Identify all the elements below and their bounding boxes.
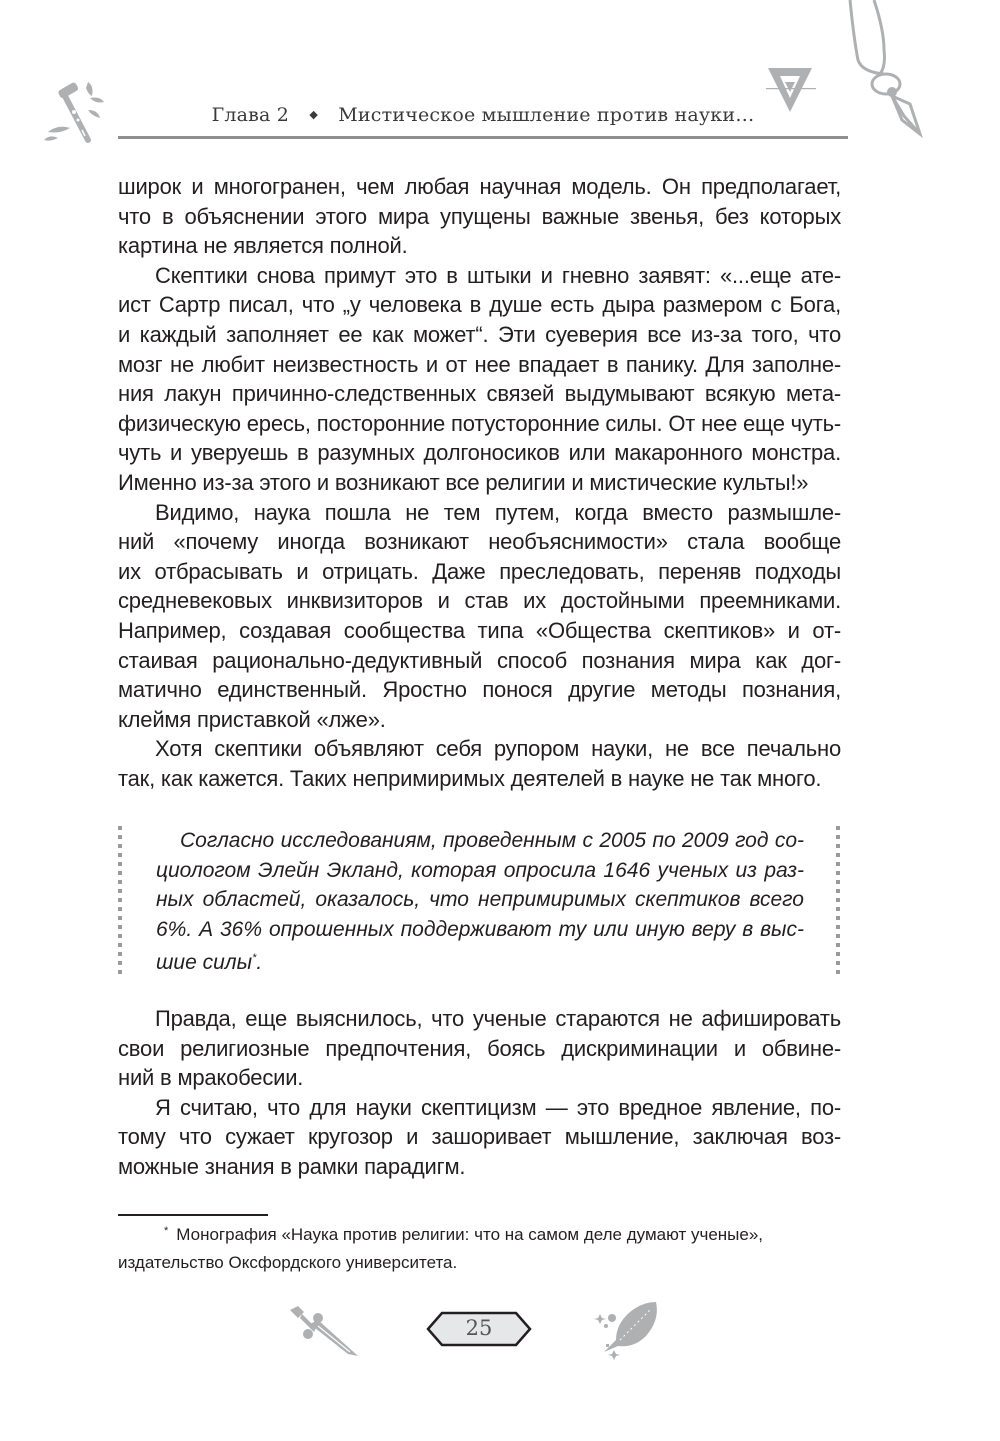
footnote-line: издательство Оксфордского университета.	[118, 1253, 458, 1272]
paragraph	[118, 498, 841, 735]
crystal-pendant-icon	[840, 0, 950, 140]
text-line: Я считаю, что для науки скептицизм — это вредное явление, по-	[155, 1094, 841, 1120]
text-line: ист Сартр писал, что „у человека в душе есть дыра размером с Бога,	[118, 292, 841, 318]
text-line: их отбрасывать и отрицать. Даже преследовать, переняв подходы	[118, 558, 841, 584]
text-line: свои религиозные предпочтения, боясь дискриминации и обвине-	[118, 1035, 841, 1061]
text-line: и каждый заполняет ее как может“. Эти суеверия все из-за того, что	[118, 321, 841, 347]
footnote-reference[interactable]: *	[252, 952, 257, 964]
paragraph	[118, 1004, 841, 1093]
text-line: тому что сужает кругозор и зашоривает мышление, заключая воз-	[118, 1124, 841, 1150]
dagger-icon	[288, 1304, 360, 1360]
running-header	[118, 104, 848, 126]
footnote-line	[118, 1222, 840, 1250]
footnote-mark: *	[164, 1225, 169, 1237]
feather-quill-icon	[594, 1300, 660, 1362]
quote-end-punct: .	[256, 951, 263, 974]
text-line: матично единственный. Яростно понося другие методы познания,	[118, 677, 841, 703]
quote-line: циологом Элейн Экланд, которая опросила 1646 ученых из раз-	[156, 858, 804, 882]
quote-border-right	[836, 826, 840, 974]
footnote-rule	[118, 1214, 268, 1216]
text-line: ния лакун причинно-следственных связей выдумывают всякую мета-	[118, 381, 841, 407]
quote-last-text: шие силы	[156, 951, 253, 974]
text-line: можные знания в рамки парадигм.	[118, 1153, 466, 1179]
text-line: ний «почему иногда возникают необъяснимости» стала вообще	[118, 529, 841, 555]
quote-border-left	[118, 826, 122, 974]
text-line: Хотя скептики объявляют себя рупором науки, не все печально	[155, 736, 841, 762]
chapter-title: Мистическое мышление против науки…	[338, 104, 755, 126]
text-line: ний в мракобесии.	[118, 1065, 304, 1091]
quote-box	[118, 826, 840, 974]
text-line: клеймя приставкой «лже».	[118, 706, 386, 732]
text-line: что в объяснении этого мира упущены важные звенья, без которых	[118, 203, 841, 229]
text-line: Правда, еще выяснилось, что ученые стараются не афишировать	[155, 1006, 841, 1031]
chapter-label: Глава 2	[211, 104, 290, 126]
text-line: мозг не любит неизвестность и от нее впадает в панику. Для заполне-	[118, 351, 841, 377]
footnote-text: Монография «Наука против религии: что на самом деле думают ученые»,	[176, 1225, 764, 1244]
paragraph	[118, 172, 841, 261]
text-line: Скептики снова примут это в штыки и гневно заявят: «...еще ате-	[155, 262, 841, 288]
quote-line: 6%. А 36% опрошенных поддерживают ту или иную веру в выс-	[156, 917, 804, 941]
text-line: Видимо, наука пошла не тем путем, когда вместо размышле-	[155, 499, 841, 525]
page-number: 25	[465, 1316, 493, 1340]
header-rule	[118, 136, 848, 139]
paragraph	[118, 1093, 841, 1182]
page-number-box	[426, 1311, 532, 1347]
test-tube-with-herb-icon	[30, 72, 120, 152]
body-text-bottom	[118, 1004, 841, 1182]
text-line: стаивая рационально-дедуктивный способ познания мира как дог-	[118, 647, 841, 673]
diamond-separator-icon: ◆	[309, 108, 319, 121]
text-line: Именно из-за этого и возникают все религии и мистические культы!»	[118, 469, 809, 495]
paragraph	[118, 261, 841, 498]
text-line: физическую ересь, посторонние потусторонние силы. От нее еще чуть-	[118, 410, 841, 436]
body-text-top	[118, 172, 841, 793]
text-line: чуть и уверуешь в разумных долгоносиков или макаронного монстра.	[118, 440, 841, 466]
text-line: так, как кажется. Таких непримиримых деятелей в науке не так много.	[118, 765, 822, 791]
footnote	[118, 1222, 840, 1275]
text-line: средневековых инквизиторов и став их достойными преемниками.	[118, 588, 841, 614]
text-line: картина не является полной.	[118, 233, 408, 259]
text-line: Например, создавая сообщества типа «Общества скептиков» и от-	[118, 617, 841, 643]
quote-line: Согласно исследованиям, проведенным с 2005 по 2009 год со-	[180, 829, 804, 852]
text-line: широк и многогранен, чем любая научная модель. Он предполагает,	[118, 174, 841, 199]
quote-line-last	[156, 944, 804, 978]
paragraph	[118, 734, 841, 793]
quote-text	[156, 826, 804, 978]
quote-line: ных областей, оказалось, что непримиримых скептиков всего	[156, 888, 804, 911]
